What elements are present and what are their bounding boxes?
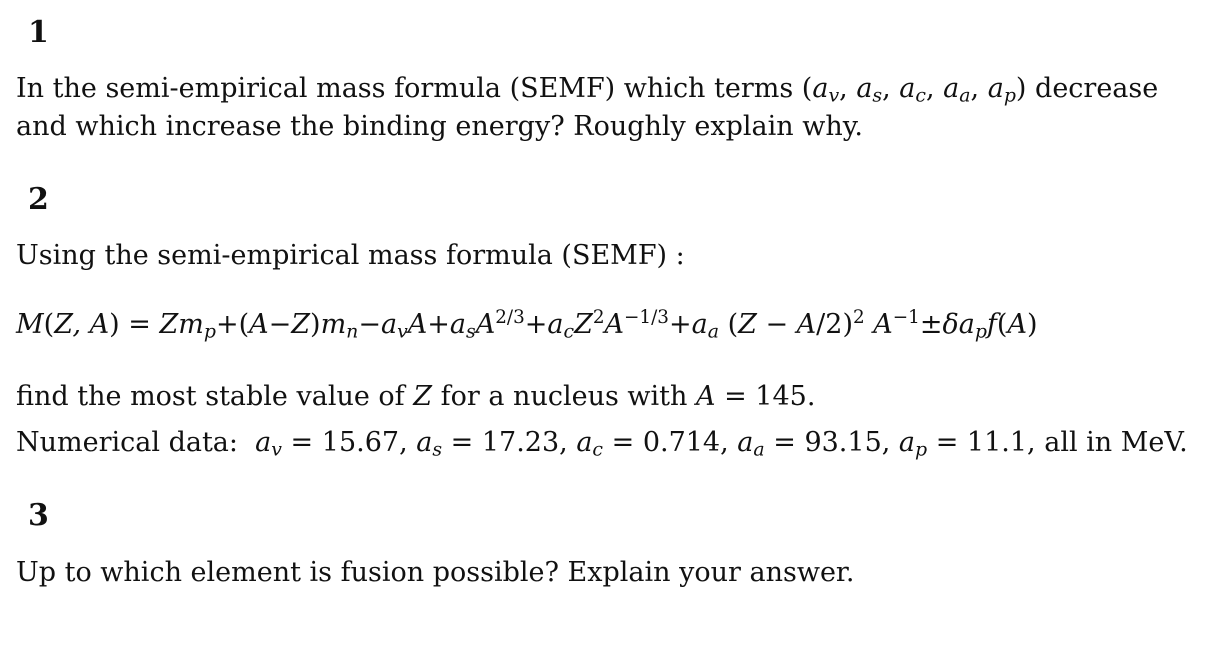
question-1-line-1: In the semi-empirical mass formula (SEMF) which terms ($a_v$, $a_s$, $a_c$, $a_a$, $a_p$) decrease [16, 73, 1159, 107]
semf-formula: M(Z, $A) = Zm_p+(A-Z)m_n-a_vA+a_sA^{2/3}+a_cZ^2A^{-1/3}+a_a$ $(Z - A/2)^2$ $A^{-1}\pm\delta a_pf(A)$ [16, 306, 1038, 343]
a-v-value: 15.67 [321, 427, 400, 458]
question-1-line-2: and which increase the binding energy? Roughly explain why. [16, 111, 863, 142]
a-c-value: 0.714 [642, 427, 721, 458]
question-2-intro: Using the semi-empirical mass formula (SEMF) : [16, 240, 685, 271]
q2-A-value: 145 [755, 381, 807, 412]
q2-find-text: find the most stable value of [16, 381, 405, 412]
q2-find-mid: for a nucleus with [440, 381, 688, 412]
numerical-label: Numerical data: [16, 427, 238, 458]
a-s-value: 17.23 [481, 427, 560, 458]
q1-line1-pre: In the semi-empirical mass formula (SEMF) which terms ( [16, 73, 813, 104]
q1-line1-post: ) decrease [1015, 73, 1159, 104]
question-1-number: 1 [28, 15, 49, 50]
question-2-numerical-data: Numerical data: $a_v = 15.67$, $a_s = 17.23$, $a_c = 0.714$, $a_a = 93.15$, $a_p = 11.1$, all in MeV. [16, 427, 1188, 461]
question-2-find: find the most stable value of Z for a nucleus with A = 145. [16, 381, 816, 412]
a-a-value: 93.15 [804, 427, 882, 458]
units-text: all in MeV. [1044, 427, 1188, 458]
question-2-number: 2 [28, 182, 49, 217]
question-3-number: 3 [28, 498, 49, 533]
a-p-value: 11.1 [966, 427, 1028, 458]
question-3-text: Up to which element is fusion possible? Explain your answer. [16, 557, 855, 588]
